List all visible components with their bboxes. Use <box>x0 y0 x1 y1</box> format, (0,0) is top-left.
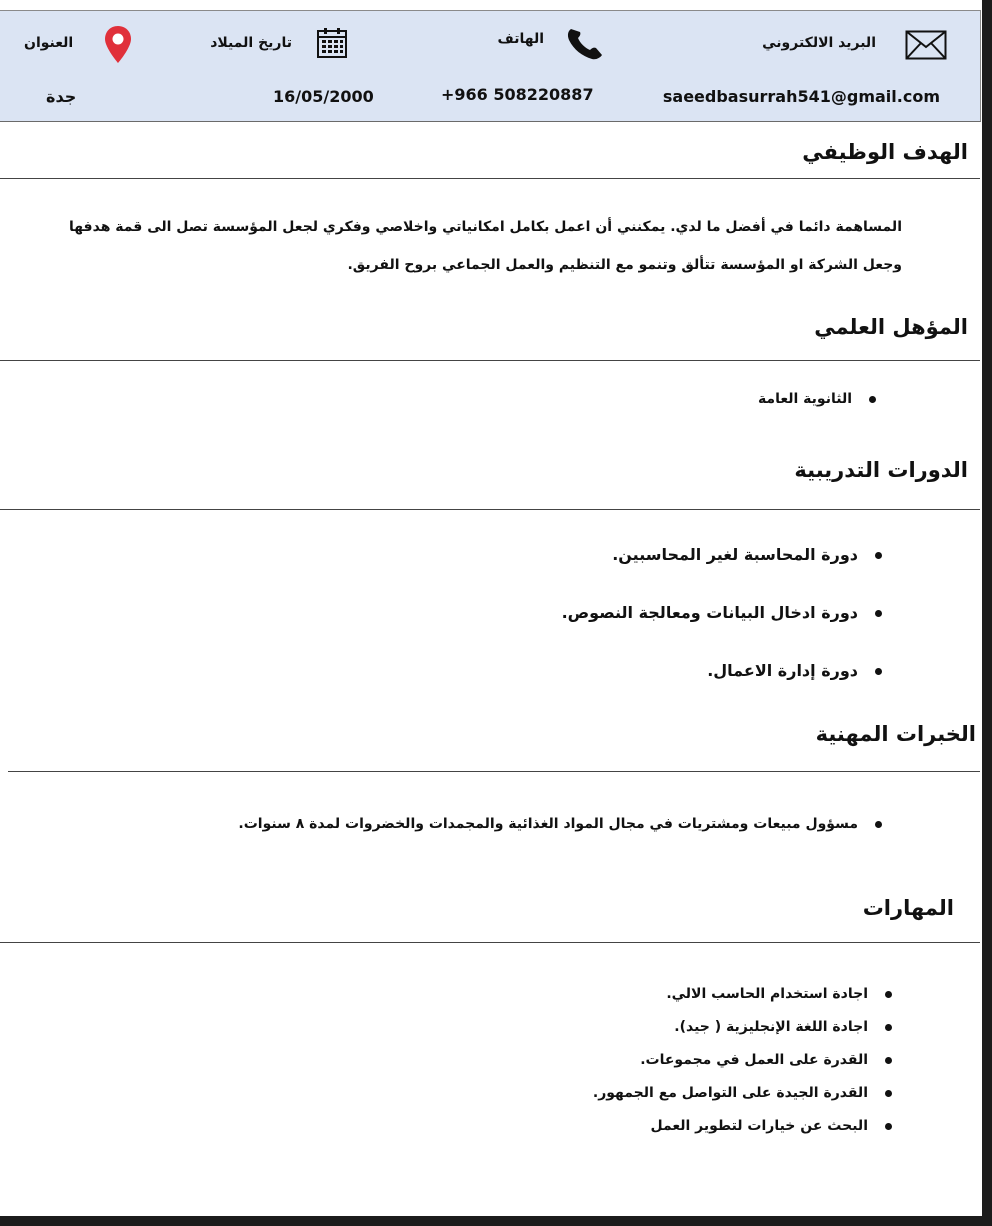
list-item: اجادة استخدام الحاسب الالي. <box>593 982 868 1006</box>
objective-divider <box>0 178 980 179</box>
list-item: القدرة الجيدة على التواصل مع الجمهور. <box>593 1081 868 1105</box>
education-title: المؤهل العلمي <box>814 315 968 339</box>
list-item: دورة ادخال البيانات ومعالجة النصوص. <box>562 599 858 627</box>
courses-title: الدورات التدريبية <box>794 458 968 482</box>
education-divider <box>0 360 980 361</box>
list-item: دورة إدارة الاعمال. <box>562 657 858 685</box>
courses-divider <box>0 509 980 510</box>
email-value[interactable]: saeedbasurrah541@gmail.com <box>662 87 940 106</box>
list-item: القدرة على العمل في مجموعات. <box>593 1048 868 1072</box>
address-value: جدة <box>46 87 77 106</box>
skills-list <box>593 982 868 1138</box>
list-item: دورة المحاسبة لغير المحاسبين. <box>562 541 858 569</box>
email-label: البريد الالكتروني <box>762 35 876 51</box>
birth-date-value: 16/05/2000 <box>273 87 374 106</box>
experience-title: الخبرات المهنية <box>815 722 976 746</box>
courses-list <box>562 541 858 685</box>
list-item: البحث عن خيارات لتطوير العمل <box>593 1114 868 1138</box>
skills-title: المهارات <box>862 896 954 920</box>
list-item: اجادة اللغة الإنجليزية ( جيد). <box>593 1015 868 1039</box>
education-list <box>758 388 852 410</box>
list-item: الثانوية العامة <box>758 388 852 410</box>
birth-date-label: تاريخ الميلاد <box>210 35 292 51</box>
objective-title: الهدف الوظيفي <box>802 140 968 164</box>
phone-value[interactable]: +966 508220887 <box>441 85 594 104</box>
envelope-icon <box>905 30 947 64</box>
experience-list <box>238 812 858 836</box>
phone-label: الهاتف <box>497 31 544 47</box>
calendar-icon <box>316 27 348 63</box>
address-label: العنوان <box>24 35 74 51</box>
location-pin-icon <box>104 25 132 69</box>
skills-divider <box>0 942 980 943</box>
list-item: مسؤول مبيعات ومشتريات في مجال المواد الغذائية والمجمدات والخضروات لمدة ٨ سنوات. <box>238 812 858 836</box>
experience-divider <box>8 771 980 772</box>
contact-header <box>0 10 981 122</box>
phone-icon <box>565 25 605 65</box>
objective-text: المساهمة دائما في أفضل ما لدي. يمكنني أن اعمل بكامل امكانياتي واخلاصي وفكري لجعل المؤسسة تصل الى قمة هدفها وجعل الشركة او المؤسسة تتألق وتنمو مع التنظيم والعمل الجماعي بروح الفريق. <box>68 219 902 273</box>
